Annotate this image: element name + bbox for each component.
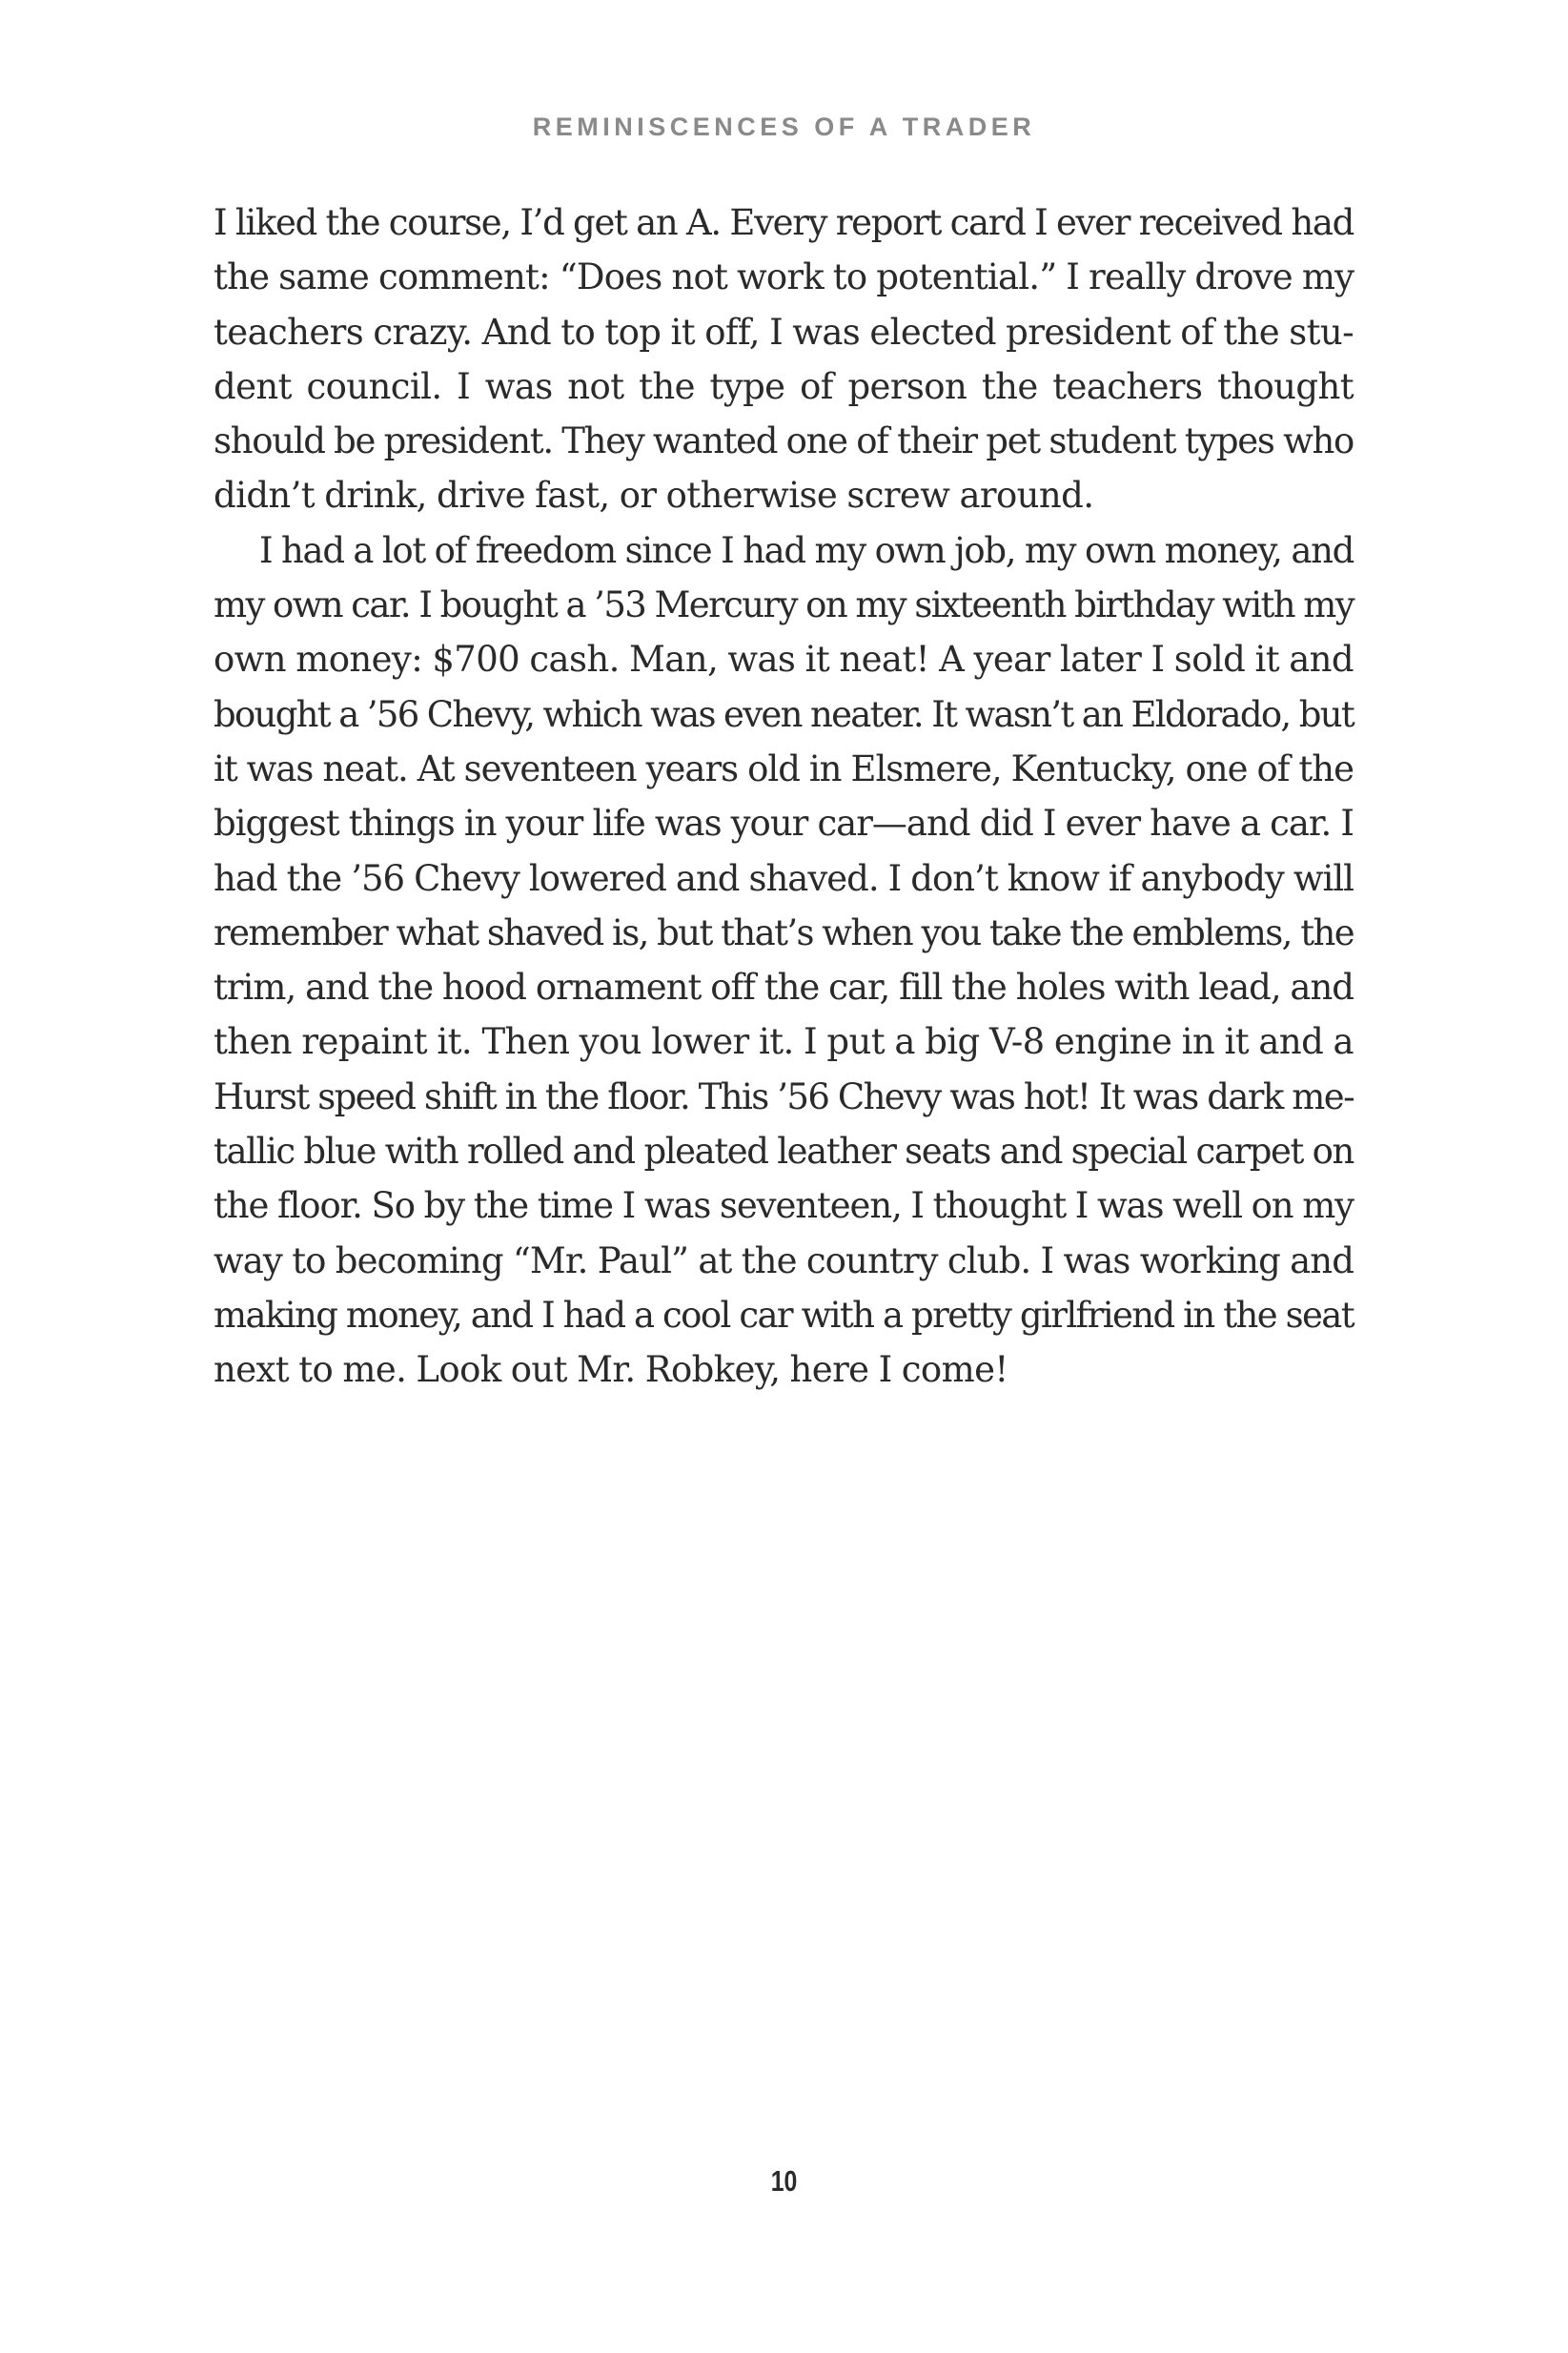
- text-line: my own car. I bought a ’53 Mercury on my sixteenth birthday with my: [214, 584, 1354, 626]
- text-line: should be president. They wanted one of their pet student types who: [214, 420, 1354, 462]
- text-line: remember what shaved is, but that’s when you take the emblems, the: [214, 911, 1354, 953]
- text-line: had the ’56 Chevy lowered and shaved. I don’t know if anybody will: [214, 857, 1354, 899]
- running-head-title: REMINISCENCES OF A TRADER: [532, 113, 1036, 141]
- text-line: trim, and the hood ornament off the car, fill the holes with lead, and: [214, 967, 1354, 1009]
- paragraph: [214, 195, 1354, 523]
- text-line: Hurst speed shift in the floor. This ’56 Chevy was hot! It was dark me-: [214, 1075, 1354, 1117]
- text-line: bought a ’56 Chevy, which was even neater. It wasn’t an Eldorado, but: [214, 693, 1354, 735]
- text-line: I liked the course, I’d get an A. Every report card I ever received had: [214, 202, 1354, 243]
- paragraph: [214, 523, 1354, 1398]
- text-line: the floor. So by the time I was seventeen, I thought I was well on my: [214, 1185, 1354, 1227]
- text-line: tallic blue with rolled and pleated leather seats and special carpet on: [214, 1131, 1354, 1173]
- text-line: I had a lot of freedom since I had my own job, my own money, and: [259, 529, 1354, 571]
- text-line: it was neat. At seventeen years old in Elsmere, Kentucky, one of the: [214, 747, 1354, 789]
- text-line: the same comment: “Does not work to potential.” I really drove my: [214, 256, 1354, 298]
- text-line: making money, and I had a cool car with a pretty girlfriend in the seat: [214, 1294, 1354, 1336]
- text-line: own money: $700 cash. Man, was it neat! A year later I sold it and: [214, 639, 1354, 681]
- text-line: biggest things in your life was your car—and did I ever have a car. I: [214, 803, 1354, 845]
- text-line: dent council. I was not the type of person the teachers thought: [214, 365, 1354, 407]
- text-line: teachers crazy. And to top it off, I was elected president of the stu-: [214, 311, 1354, 353]
- text-line: then repaint it. Then you lower it. I put a big V-8 engine in it and a: [214, 1021, 1354, 1063]
- body-text: [214, 195, 1354, 1398]
- text-line: next to me. Look out Mr. Robkey, here I come!: [214, 1349, 1008, 1391]
- text-line: didn’t drink, drive fast, or otherwise screw around.: [214, 475, 1094, 517]
- page-number: 10: [770, 2164, 798, 2198]
- text-line: way to becoming “Mr. Paul” at the country club. I was working and: [214, 1239, 1354, 1281]
